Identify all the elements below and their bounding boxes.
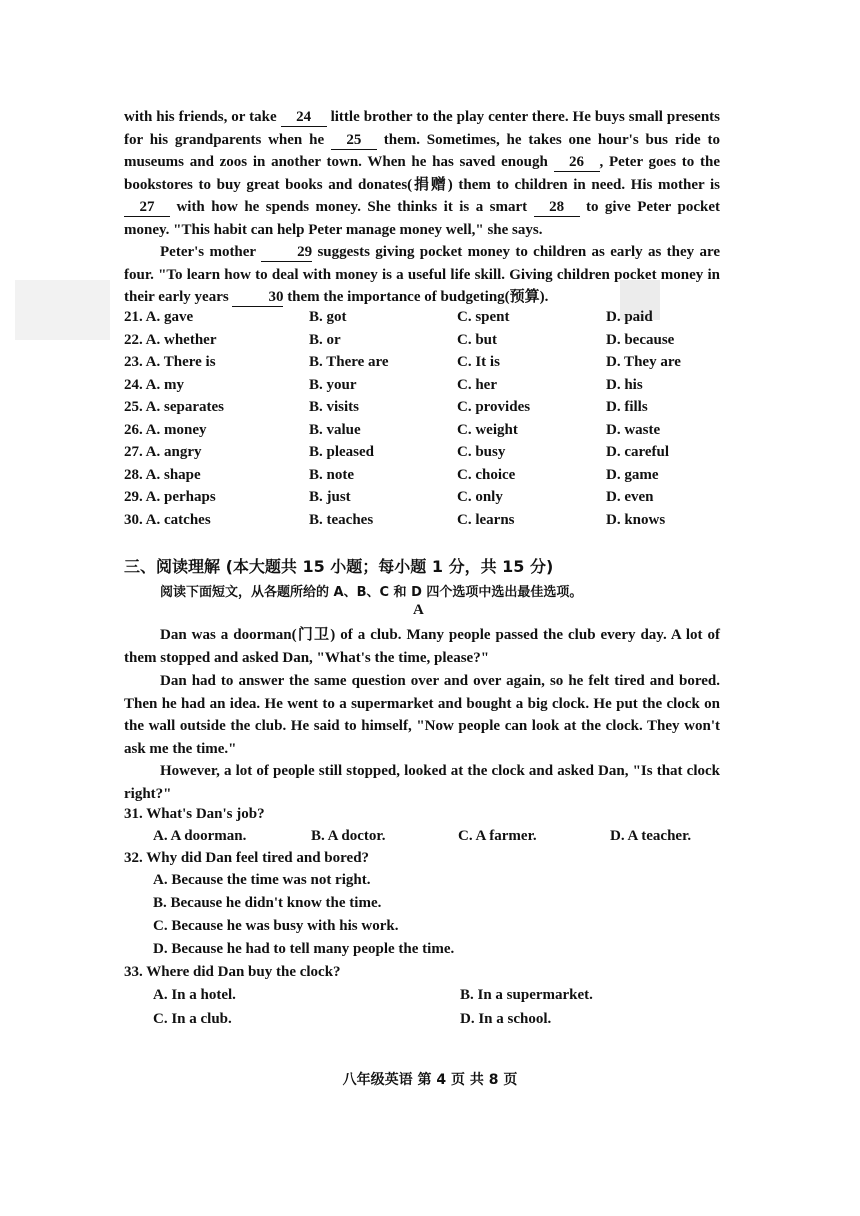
option-d: D. waste — [606, 421, 661, 438]
option-c: C. choice — [457, 466, 516, 483]
answer-option-d: D. In a school. — [460, 1011, 552, 1027]
option-a: 28. A. shape — [124, 466, 201, 483]
option-b: B. your — [309, 376, 357, 393]
answer-option-b: B. In a supermarket. — [460, 987, 593, 1003]
option-b: B. visits — [309, 399, 360, 415]
option-d: D. knows — [606, 511, 666, 528]
option-c: C. her — [457, 376, 497, 393]
blank-24: 24 — [281, 109, 327, 127]
option-d: D. paid — [606, 309, 653, 325]
option-b: B. There are — [309, 354, 389, 370]
option-a: 29. A. perhaps — [124, 489, 216, 505]
passage-text: Peter's mother — [160, 244, 262, 260]
passage-text: with how he spends money. She thinks it is a smart — [170, 199, 534, 215]
reading-paragraph: Dan was a doorman(门卫) of a club. Many people passed the club every day. A lot of them stopped and asked Dan, "What's the time, please?" — [124, 627, 720, 666]
reading-paragraph: Dan had to answer the same question over and over again, so he felt tired and bored. Then he had an idea. He went to a supermarket and bought a big clock. He put the clock on the wall outside the club. He said to himself, "Now people can look at the clock. They won't ask me the time." — [124, 673, 720, 757]
option-b: B. pleased — [309, 444, 375, 460]
option-a: 25. A. separates — [124, 399, 224, 415]
option-c: C. but — [457, 331, 498, 348]
blank-28: 28 — [534, 199, 580, 217]
cloze-paragraph-1 — [124, 106, 720, 241]
passage-text: them the importance of budgeting(预算). — [283, 289, 549, 305]
passage-text: suggests giving pocket money to children as early as they are four. "To learn how to deal with money is a useful life skill. Giving children pocket money in their early years — [124, 244, 720, 305]
cloze-paragraph-2 — [124, 241, 720, 309]
option-d: D. even — [606, 489, 654, 505]
answer-option-a: A. Because the time was not right. — [153, 872, 371, 888]
option-c: C. busy — [457, 444, 506, 460]
blank-25: 25 — [331, 132, 377, 150]
option-b: B. just — [309, 489, 351, 505]
option-b: B. note — [309, 466, 354, 483]
option-a: 26. A. money — [124, 421, 207, 438]
answer-option-d: D. Because he had to tell many people the time. — [153, 941, 455, 957]
option-d: D. careful — [606, 444, 670, 460]
section-title: 三、阅读理解 (本大题共 15 小题；每小题 1 分，共 15 分) — [124, 557, 554, 576]
reading-paragraph: However, a lot of people still stopped, looked at the clock and asked Dan, "Is that clock right?" — [124, 763, 720, 802]
option-a: 23. A. There is — [124, 354, 216, 370]
blank-29: 29 — [261, 244, 312, 262]
answer-option-d: D. A teacher. — [610, 828, 692, 844]
answer-option-a: A. In a hotel. — [153, 987, 236, 1003]
option-a: 27. A. angry — [124, 444, 202, 460]
passage-label: A — [413, 602, 424, 618]
answer-option-c: C. In a club. — [153, 1011, 232, 1027]
option-c: C. learns — [457, 511, 515, 528]
option-d: D. They are — [606, 354, 681, 370]
option-d: D. his — [606, 376, 643, 393]
blank-27: 27 — [124, 199, 170, 217]
option-c: C. only — [457, 489, 503, 505]
section-instruction: 阅读下面短文，从各题所给的 A、B、C 和 D 四个选项中选出最佳选项。 — [160, 585, 583, 600]
option-d: D. game — [606, 466, 659, 483]
passage-text: with his friends, or take — [124, 109, 281, 125]
question-32: 32. Why did Dan feel tired and bored? — [124, 850, 370, 866]
passage-text: , Peter goes to the bookstores to buy great books and donates(捐赠) them to children in need. His mother is — [124, 154, 720, 193]
option-c: C. provides — [457, 399, 531, 415]
answer-option-c: C. A farmer. — [458, 828, 537, 844]
question-33: 33. Where did Dan buy the clock? — [124, 964, 341, 980]
answer-option-c: C. Because he was busy with his work. — [153, 918, 399, 934]
answer-option-a: A. A doorman. — [153, 828, 247, 844]
option-b: B. got — [309, 309, 347, 325]
option-d: D. fills — [606, 399, 648, 415]
option-b: B. or — [309, 331, 341, 348]
option-b: B. value — [309, 421, 361, 438]
option-c: C. spent — [457, 309, 510, 325]
page-footer: 八年级英语 第 4 页 共 8 页 — [342, 1072, 518, 1088]
blank-30: 30 — [232, 289, 283, 307]
option-c: C. It is — [457, 354, 500, 370]
option-a: 24. A. my — [124, 376, 184, 393]
option-a: 30. A. catches — [124, 511, 211, 528]
option-c: C. weight — [457, 421, 518, 438]
scan-shadow — [15, 280, 110, 340]
passage-text: to give Peter pocket money. "This habit can help Peter manage money well," she says. — [124, 199, 720, 238]
passage-text: them. Sometimes, he takes one hour's bus ride to museums and zoos in another town. When he has saved enough — [124, 131, 720, 170]
answer-option-b: B. Because he didn't know the time. — [153, 895, 382, 911]
blank-26: 26 — [554, 154, 600, 172]
passage-text: little brother to the play center there. He buys small presents for his grandparents when he — [124, 109, 720, 148]
option-b: B. teaches — [309, 511, 374, 528]
question-31: 31. What's Dan's job? — [124, 806, 265, 822]
option-d: D. because — [606, 331, 675, 348]
answer-option-b: B. A doctor. — [311, 828, 386, 844]
option-a: 21. A. gave — [124, 309, 194, 325]
option-a: 22. A. whether — [124, 331, 217, 348]
